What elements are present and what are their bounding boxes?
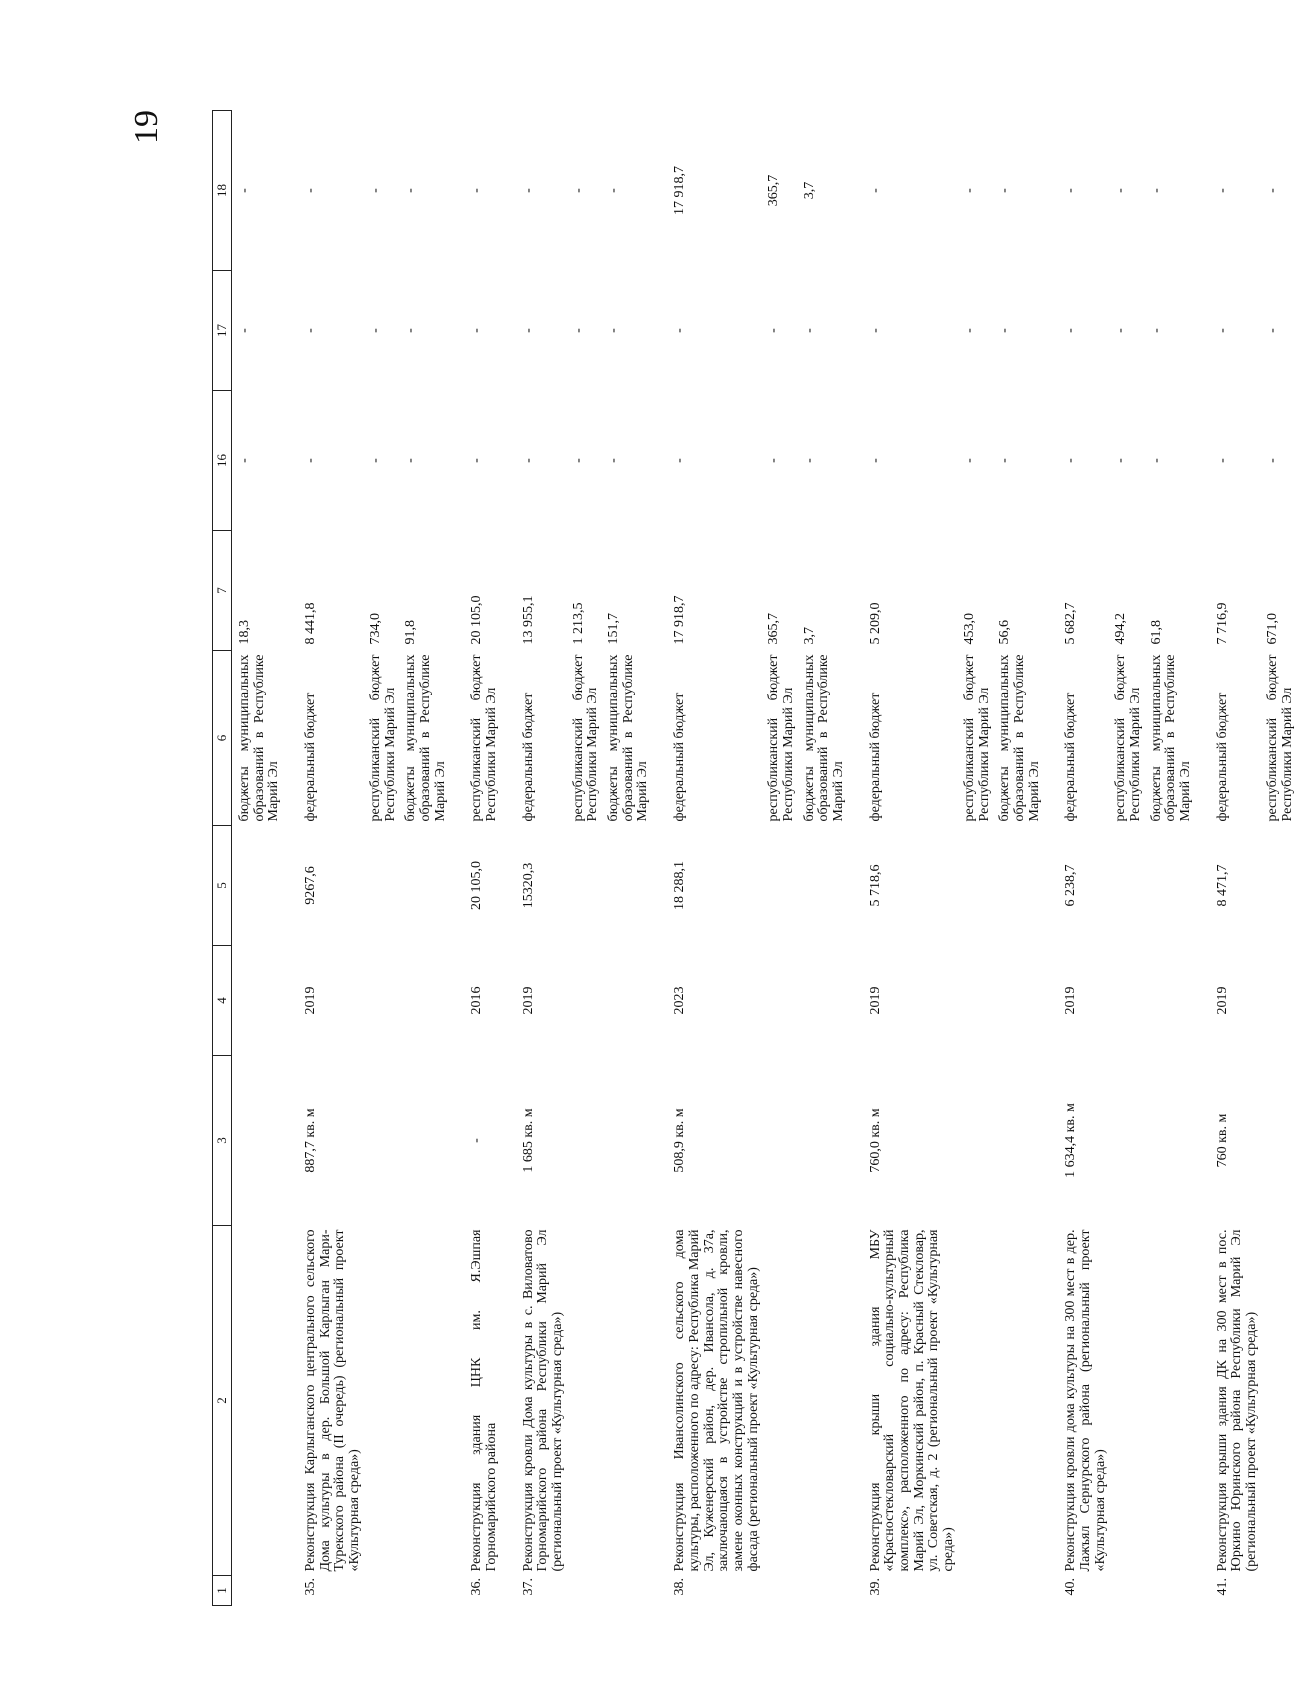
- funding-value: 5 682,7: [1063, 602, 1079, 645]
- empty-cell: [761, 1576, 796, 1606]
- dash-cell-col16: -: [867, 458, 883, 463]
- dash-cell-col17: -: [1214, 328, 1230, 333]
- funding-value: 1 213,5: [570, 602, 586, 645]
- table-row: [500, 111, 566, 1606]
- empty-cell: [1260, 1576, 1295, 1606]
- dash-cell-col17: -: [961, 328, 977, 333]
- row-number: 41.: [1214, 1578, 1230, 1596]
- funding-value: 7 716,9: [1214, 602, 1230, 645]
- empty-cell: [232, 1576, 283, 1606]
- table-body: [232, 111, 1295, 1606]
- empty-cell: [761, 946, 796, 1056]
- funding-source: бюджеты муниципальных образований в Республике Марий Эл: [606, 654, 651, 822]
- empty-cell: [797, 826, 847, 946]
- empty-cell: [957, 1576, 992, 1606]
- object-name: Реконструкция крыши здания ДК на 300 мест в пос. Юркино Юринского района Республики Марий Эл (региональный проект «Культурная среда»): [1214, 1229, 1260, 1572]
- empty-cell: [601, 946, 651, 1056]
- object-area: 508,9 кв. м: [672, 1108, 688, 1173]
- funding-source: федеральный бюджет: [867, 692, 883, 822]
- funding-value: 91,8: [403, 620, 419, 645]
- funding-source: федеральный бюджет: [1214, 692, 1230, 822]
- dash-cell-col17: -: [672, 328, 688, 333]
- funding-value: 151,7: [606, 613, 622, 645]
- object-cost: 8 471,7: [1214, 864, 1230, 907]
- empty-cell: [992, 1576, 1042, 1606]
- empty-cell: [232, 946, 283, 1056]
- funding-value: 56,6: [997, 620, 1013, 645]
- object-year: 2019: [867, 986, 883, 1015]
- dash-cell-col18: -: [1148, 188, 1164, 193]
- funding-source: республиканский бюджет Республики Марий Эл: [961, 654, 992, 822]
- dash-cell-col18: -: [997, 188, 1013, 193]
- funding-source: республиканский бюджет Республики Марий Эл: [570, 654, 601, 822]
- dash-cell-col16: -: [672, 458, 688, 463]
- column-header: 4: [213, 946, 232, 1056]
- table-row: [1042, 111, 1108, 1606]
- empty-cell: [363, 1226, 398, 1576]
- object-cost: 6 238,7: [1063, 864, 1079, 907]
- empty-cell: [797, 1226, 847, 1576]
- empty-cell: [1144, 1576, 1194, 1606]
- table-row: [282, 111, 363, 1606]
- object-cost: 20 105,0: [469, 861, 485, 910]
- dash-cell-col17: -: [867, 328, 883, 333]
- funding-value: 61,8: [1148, 620, 1164, 645]
- object-area: 1 685 кв. м: [520, 1108, 536, 1173]
- dash-cell-col17: -: [1148, 328, 1164, 333]
- funding-value: 3,7: [801, 627, 817, 645]
- object-name: Реконструкция здания ЦНК им. Я.Эшпая Горномарийского района: [469, 1229, 499, 1572]
- object-year: 2016: [469, 986, 485, 1015]
- financing-table: [212, 110, 1295, 1606]
- dash-cell-col18: -: [303, 188, 319, 193]
- rotated-table-wrapper: [212, 111, 1295, 1606]
- funding-source: республиканский бюджет Республики Марий Эл: [766, 654, 796, 822]
- object-area: 1 634,4 кв. м: [1063, 1103, 1079, 1178]
- empty-cell: [566, 1226, 601, 1576]
- page-number: 19: [128, 110, 165, 144]
- funding-source: бюджеты муниципальных образований в Республике Марий Эл: [801, 654, 846, 822]
- dash-cell-col18: -: [1264, 188, 1280, 193]
- dash-cell-col17: -: [1264, 328, 1280, 333]
- dash-cell-col16: -: [570, 458, 586, 463]
- empty-cell: [601, 1056, 651, 1226]
- table-subrow: [566, 111, 601, 1606]
- dash-cell-col17: -: [766, 328, 782, 333]
- empty-cell: [1260, 946, 1295, 1056]
- funding-value: 494,2: [1113, 613, 1129, 645]
- funding-source: федеральный бюджет: [1063, 692, 1079, 822]
- dash-cell-col17: -: [367, 328, 383, 333]
- row-number: 37.: [520, 1578, 536, 1596]
- dash-cell-col17: -: [606, 328, 622, 333]
- object-name: Реконструкция крыши здания МБУ «Красностекловарский социально-культурный комплекс», расположенного по адресу: Республика Марий Эл, Моркинский район, п. Красный Стекловар, ул. Советская, д. 2 (региональный проект «Культурная среда»): [867, 1229, 957, 1572]
- funding-value: 13 955,1: [520, 595, 536, 645]
- dash-cell-col16: -: [367, 458, 383, 463]
- dash-cell-col18: -: [1063, 188, 1079, 193]
- object-area: 760,0 кв. м: [867, 1108, 883, 1173]
- funding-value: 18,3: [237, 620, 252, 645]
- empty-cell: [363, 826, 398, 946]
- funding-value: 17 918,7: [672, 595, 688, 645]
- row-number: 38.: [672, 1578, 688, 1596]
- funding-source: бюджеты муниципальных образований в Республике Марий Эл: [403, 654, 448, 822]
- dash-cell-col18: -: [606, 188, 622, 193]
- dash-cell-col18: -: [520, 188, 536, 193]
- dash-cell-col16: -: [1214, 458, 1230, 463]
- col18-value: 3,7: [801, 181, 817, 200]
- dash-cell-col17: -: [237, 328, 252, 333]
- funding-source: республиканский бюджет Республики Марий Эл: [1113, 654, 1143, 822]
- table-row: [448, 111, 499, 1606]
- dash-cell-col18: -: [1113, 188, 1129, 193]
- column-header: 6: [213, 651, 232, 826]
- dash-cell-col17: -: [801, 328, 817, 333]
- table-subrow: [398, 111, 448, 1606]
- empty-cell: [1260, 1056, 1295, 1226]
- dash-cell-col18: -: [570, 188, 586, 193]
- dash-cell-col16: -: [606, 458, 622, 463]
- dash-cell-col16: -: [1148, 458, 1164, 463]
- funding-value: 671,0: [1264, 613, 1280, 645]
- dash-cell-col17: -: [469, 328, 485, 333]
- column-header: 1: [213, 1576, 232, 1606]
- dash-cell-col16: -: [1264, 458, 1280, 463]
- funding-source: республиканский бюджет Республики Марий Эл: [367, 654, 398, 822]
- column-header: 16: [213, 391, 232, 531]
- row-number: 36.: [469, 1578, 485, 1596]
- column-header: 3: [213, 1056, 232, 1226]
- dash-cell-col16: -: [237, 458, 252, 463]
- dash-cell-col16: -: [303, 458, 319, 463]
- table-subrow: [957, 111, 992, 1606]
- empty-cell: [398, 1226, 448, 1576]
- empty-cell: [566, 826, 601, 946]
- empty-cell: [601, 1576, 651, 1606]
- dash-cell-col18: -: [867, 188, 883, 193]
- object-area: 760 кв. м: [1214, 1113, 1230, 1168]
- table-row: [1194, 111, 1260, 1606]
- empty-cell: [1144, 946, 1194, 1056]
- empty-cell: [797, 946, 847, 1056]
- object-year: 2019: [520, 986, 536, 1015]
- table-row: [651, 111, 761, 1606]
- empty-cell: [363, 1056, 398, 1226]
- dash-cell-col16: -: [766, 458, 782, 463]
- dash-cell-col16: -: [520, 458, 536, 463]
- table-subrow: [363, 111, 398, 1606]
- funding-value: 5 209,0: [867, 602, 883, 645]
- dash-cell-col18: -: [961, 188, 977, 193]
- funding-source: бюджеты муниципальных образований в Республике Марий Эл: [237, 654, 282, 822]
- empty-cell: [761, 1226, 796, 1576]
- empty-cell: [566, 1576, 601, 1606]
- dash-cell-col18: -: [469, 188, 485, 193]
- object-area: 887,7 кв. м: [303, 1108, 319, 1173]
- column-header: 2: [213, 1226, 232, 1576]
- column-header: 5: [213, 826, 232, 946]
- empty-cell: [601, 826, 651, 946]
- empty-cell: [797, 1576, 847, 1606]
- object-year: 2019: [303, 986, 319, 1015]
- dash-cell-col16: -: [469, 458, 485, 463]
- dash-cell-col18: -: [367, 188, 383, 193]
- dash-cell-col16: -: [1063, 458, 1079, 463]
- continuation-row: [232, 111, 283, 1606]
- empty-cell: [363, 1576, 398, 1606]
- empty-cell: [1108, 1226, 1143, 1576]
- col18-value: 365,7: [766, 174, 782, 207]
- object-name: Реконструкция Ивансолинского сельского дома культуры, расположенного по адресу: Республика Марий Эл, Куженерский район, дер. Ивансола, д. 37а, заключающаяся в устройстве стропильной кровли, замене оконных конструкций и в устройстве навесного фасада (региональный проект «Культурная среда»): [672, 1229, 761, 1572]
- funding-value: 734,0: [367, 613, 383, 645]
- funding-source: федеральный бюджет: [303, 692, 319, 822]
- header-row: [213, 111, 232, 1606]
- dash-cell-col17: -: [303, 328, 319, 333]
- table-subrow: [1260, 111, 1295, 1606]
- row-number: 39.: [867, 1578, 883, 1596]
- empty-cell: [398, 946, 448, 1056]
- object-name: Реконструкция кровли Дома культуры в с. Виловатово Горномарийского района Республики Марий Эл (региональный проект «Культурная среда»): [520, 1229, 565, 1572]
- empty-cell: [232, 826, 283, 946]
- empty-cell: [761, 1056, 796, 1226]
- object-name: Реконструкция кровли дома культуры на 300 мест в дер. Лажъял Сернурского района (региональный проект «Культурная среда»): [1063, 1229, 1108, 1572]
- empty-cell: [398, 1576, 448, 1606]
- empty-cell: [992, 1226, 1042, 1576]
- empty-cell: [1260, 1226, 1295, 1576]
- dash-cell-col16: -: [403, 458, 419, 463]
- empty-cell: [957, 1226, 992, 1576]
- dash-cell-col16: -: [997, 458, 1013, 463]
- column-header: 7: [213, 531, 232, 651]
- dash-cell-col17: -: [570, 328, 586, 333]
- empty-cell: [797, 1056, 847, 1226]
- empty-cell: [1144, 1226, 1194, 1576]
- dash-cell-col17: -: [1113, 328, 1129, 333]
- table-subrow: [601, 111, 651, 1606]
- empty-cell: [957, 946, 992, 1056]
- dash-cell-col17: -: [403, 328, 419, 333]
- dash-cell-col18: -: [1214, 188, 1230, 193]
- column-header: 17: [213, 271, 232, 391]
- empty-cell: [957, 1056, 992, 1226]
- funding-source: бюджеты муниципальных образований в Республике Марий Эл: [1148, 654, 1194, 822]
- dash-cell-col16: -: [1113, 458, 1129, 463]
- dash-cell-col16: -: [801, 458, 817, 463]
- table-subrow: [1108, 111, 1143, 1606]
- funding-value: 8 441,8: [303, 602, 319, 645]
- table-subrow: [761, 111, 796, 1606]
- dash-cell-col17: -: [1063, 328, 1079, 333]
- funding-value: 453,0: [961, 613, 977, 645]
- empty-cell: [1108, 1576, 1143, 1606]
- funding-value: 365,7: [766, 613, 782, 645]
- empty-cell: [1108, 946, 1143, 1056]
- funding-source: республиканский бюджет Республики Марий Эл: [469, 654, 499, 822]
- empty-cell: [363, 946, 398, 1056]
- empty-cell: [566, 1056, 601, 1226]
- row-number: 40.: [1063, 1578, 1079, 1596]
- row-number: 35.: [303, 1578, 319, 1596]
- dash-cell-col17: -: [520, 328, 536, 333]
- empty-cell: [992, 1056, 1042, 1226]
- object-name: Реконструкция Карлыганского центрального сельского Дома культуры в дер. Большой Карлыган Мари-Турекского района (II очередь) (региональный проект «Культурная среда»): [303, 1229, 363, 1572]
- funding-source: федеральный бюджет: [672, 692, 688, 822]
- dash-cell-col18: -: [403, 188, 419, 193]
- empty-cell: [1108, 826, 1143, 946]
- empty-cell: [992, 826, 1042, 946]
- object-area: -: [469, 1138, 485, 1143]
- dash-cell-col18: -: [237, 188, 252, 193]
- col18-value: 17 918,7: [672, 166, 688, 215]
- object-year: 2023: [672, 986, 688, 1015]
- empty-cell: [566, 946, 601, 1056]
- empty-cell: [761, 826, 796, 946]
- funding-value: 20 105,0: [469, 595, 485, 645]
- column-header: 18: [213, 111, 232, 271]
- object-cost: 9267,6: [303, 866, 319, 905]
- empty-cell: [398, 826, 448, 946]
- table-subrow: [1144, 111, 1194, 1606]
- table-subrow: [797, 111, 847, 1606]
- empty-cell: [1144, 826, 1194, 946]
- empty-cell: [232, 1226, 283, 1576]
- funding-source: федеральный бюджет: [520, 692, 536, 822]
- object-cost: 18 288,1: [672, 861, 688, 910]
- empty-cell: [232, 1056, 283, 1226]
- empty-cell: [1108, 1056, 1143, 1226]
- object-cost: 15320,3: [520, 862, 536, 909]
- object-cost: 5 718,6: [867, 864, 883, 907]
- empty-cell: [957, 826, 992, 946]
- empty-cell: [992, 946, 1042, 1056]
- object-year: 2019: [1063, 986, 1079, 1015]
- empty-cell: [1260, 826, 1295, 946]
- table-subrow: [992, 111, 1042, 1606]
- empty-cell: [398, 1056, 448, 1226]
- empty-cell: [601, 1226, 651, 1576]
- empty-cell: [1144, 1056, 1194, 1226]
- table-row: [847, 111, 957, 1606]
- funding-source: республиканский бюджет Республики Марий Эл: [1264, 654, 1295, 822]
- dash-cell-col16: -: [961, 458, 977, 463]
- funding-source: бюджеты муниципальных образований в Республике Марий Эл: [997, 654, 1042, 822]
- object-year: 2019: [1214, 986, 1230, 1015]
- dash-cell-col17: -: [997, 328, 1013, 333]
